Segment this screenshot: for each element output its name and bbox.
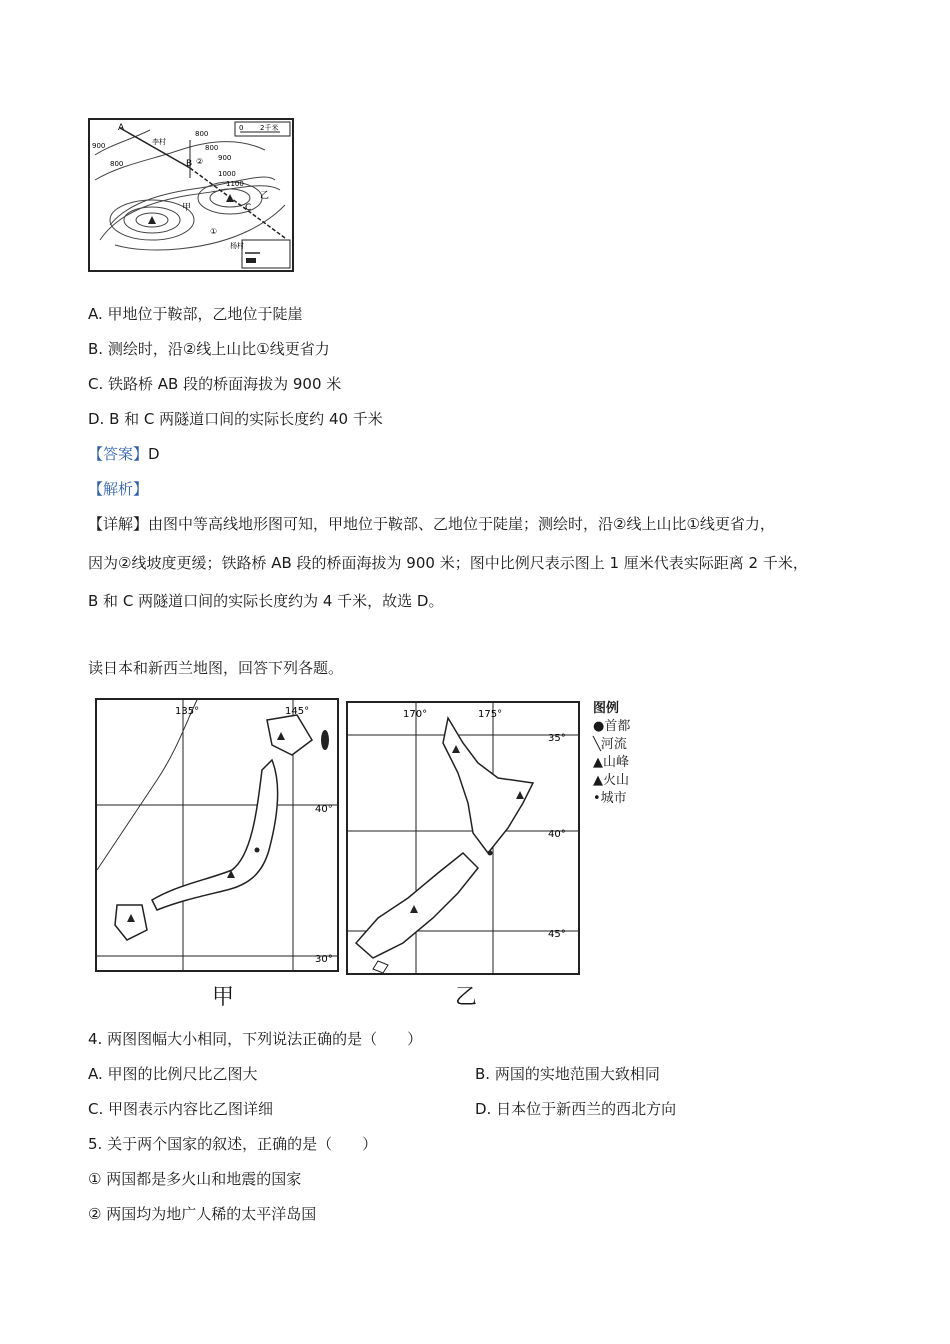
nz-lat-35-label: 35°	[548, 733, 566, 744]
line-1-label: ①	[210, 227, 218, 236]
nz-lat-40-label: 40°	[548, 829, 566, 840]
peak-icon: ▲	[593, 755, 603, 770]
japan-lat-30-label: 30°	[315, 954, 333, 965]
li-village-label: 李村	[152, 138, 166, 146]
q3-option-d: D. B 和 C 两隧道口间的实际长度约 40 千米	[88, 410, 383, 428]
legend-item-river: ╲河流	[593, 737, 627, 752]
detail-tag: 【详解】	[88, 515, 149, 533]
topographic-map	[88, 118, 294, 272]
point-b-label: B	[186, 159, 193, 169]
contour-label: 800	[195, 130, 209, 138]
legend-item-city: •城市	[593, 791, 627, 806]
q5-stem: 5. 关于两个国家的叙述，正确的是（ ）	[88, 1135, 378, 1153]
section-intro: 读日本和新西兰地图，回答下列各题。	[88, 659, 344, 677]
scale-zero: 0	[239, 124, 244, 132]
analysis-tag: 【解析】	[88, 480, 149, 498]
q3-option-b: B. 测绘时，沿②线上山比①线更省力	[88, 340, 330, 358]
line-2-label: ②	[196, 157, 204, 166]
japan-lon-135-label: 135°	[175, 706, 200, 717]
contour-label: 1000	[218, 170, 236, 178]
answer-value: D	[148, 445, 160, 463]
japan-lon-145-label: 145°	[285, 706, 310, 717]
answer-line	[88, 443, 160, 465]
contour-label: 900	[92, 142, 106, 150]
q4-option-d: D. 日本位于新西兰的西北方向	[475, 1100, 677, 1118]
detail-line-2: 因为②线坡度更缓；铁路桥 AB 段的桥面海拔为 900 米；图中比例尺表示图上 1 厘米代表实际距离 2 千米，	[88, 554, 808, 572]
new-zealand-map	[346, 701, 580, 975]
q4-stem: 4. 两图图幅大小相同，下列说法正确的是（ ）	[88, 1030, 423, 1048]
contour-label: 800	[110, 160, 124, 168]
jia-label: 甲	[182, 203, 192, 213]
q3-option-c: C. 铁路桥 AB 段的桥面海拔为 900 米	[88, 375, 342, 393]
legend-item-capital: ●首都	[593, 719, 631, 734]
point-a-label: A	[118, 123, 125, 133]
q3-option-a: A. 甲地位于鞍部，乙地位于陡崖	[88, 305, 303, 323]
contour-label: 800	[205, 144, 219, 152]
answer-tag: 【答案】	[88, 445, 149, 463]
new-zealand-map-svg	[348, 703, 578, 973]
point-c-label: C	[245, 203, 252, 213]
q4-option-a: A. 甲图的比例尺比乙图大	[88, 1065, 258, 1083]
yang-village-label: 杨村	[230, 242, 244, 250]
japan-map-caption: 甲	[212, 985, 235, 1010]
contour-label: 1100	[226, 180, 244, 188]
japan-map-svg	[97, 700, 337, 970]
contour-label: 900	[218, 154, 232, 162]
volcano-icon: ▲	[593, 773, 603, 788]
japan-lat-40-label: 40°	[315, 804, 333, 815]
legend-item-volcano: ▲火山	[593, 773, 630, 788]
nz-lon-175-label: 175°	[478, 709, 503, 720]
yi-label: 乙	[260, 191, 270, 201]
japan-map	[95, 698, 339, 972]
q4-option-c: C. 甲图表示内容比乙图详细	[88, 1100, 274, 1118]
legend-title: 图例	[593, 701, 620, 716]
q4-option-b: B. 两国的实地范围大致相同	[475, 1065, 660, 1083]
map-legend	[593, 700, 653, 808]
nz-lat-45-label: 45°	[548, 929, 566, 940]
scale-value: 2千米	[260, 124, 279, 132]
q5-item-1: ① 两国都是多火山和地震的国家	[88, 1170, 302, 1188]
detail-line-3: B 和 C 两隧道口间的实际长度约为 4 千米，故选 D。	[88, 592, 444, 610]
detail-line-1: 【详解】由图中等高线地形图可知，甲地位于鞍部、乙地位于陡崖；测绘时，沿②线上山比①线更省力，	[88, 515, 775, 533]
legend-item-peak: ▲山峰	[593, 755, 630, 770]
nz-lon-170-label: 170°	[403, 709, 428, 720]
city-icon: •	[593, 791, 601, 806]
river-icon: ╲	[593, 737, 601, 752]
capital-icon: ●	[593, 719, 605, 734]
nz-map-caption: 乙	[455, 985, 478, 1010]
q5-item-2: ② 两国均为地广人稀的太平洋岛国	[88, 1205, 317, 1223]
topographic-map-svg	[90, 120, 292, 270]
